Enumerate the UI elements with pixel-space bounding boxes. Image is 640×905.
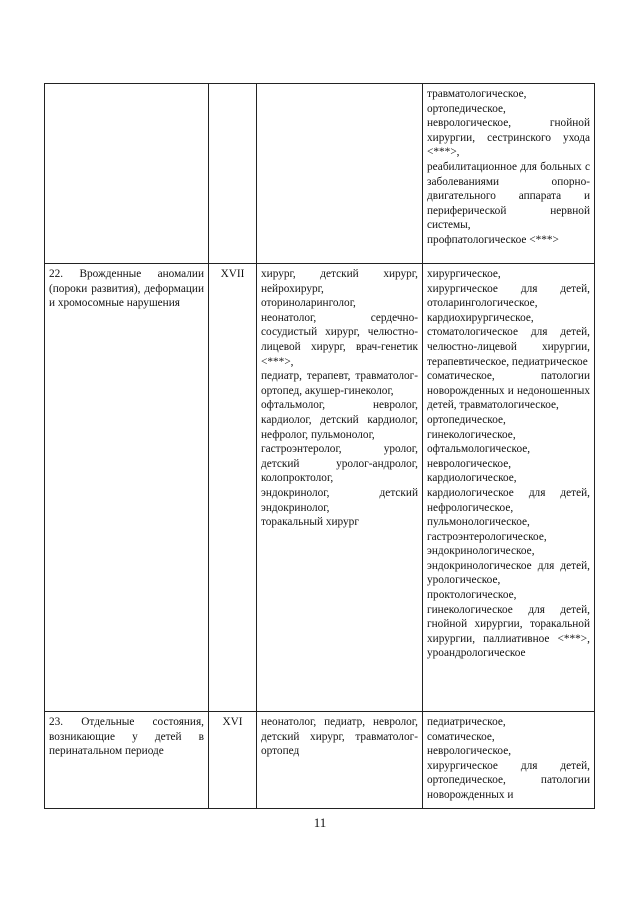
specialists-cell: хирург, детский хирург, нейрохирург, оториноларинголог, неонатолог, сердечно-сосудистый хирург, челюстно-лицевой хирург, врач-генетик <***>, педиатр, терапевт, травматолог-ортопед, акушер-гинеколог, офтальмолог, невролог, кардиолог, детский кардиолог, нефролог, пульмонолог, гастроэнтеролог, уролог, детский уролог-андролог, колопроктолог, эндокринолог, детский эндокринолог, торакальный хирург [257, 264, 423, 712]
profiles-cell: хирургическое, хирургическое для детей, отоларингологическое, кардиохирургическое, стоматологическое для детей, челюстно-лицевой хирургии, терапевтическое, педиатрическое соматическое, патологии новорожденных и недоношенных детей, травматологическое, ортопедическое, гинекологическое, офтальмологическое, неврологическое, кардиологическое, кардиологическое для детей, нефрологическое, пульмонологическое, гастроэнтерологическое, эндокринологическое, эндокринологическое для детей, урологическое, проктологическое, гинекологическое для детей, гнойной хирургии, торакальной хирургии, паллиативное <***>, уроандрологическое [423, 264, 595, 712]
condition-cell: 22. Врожденные аномалии (пороки развития), деформации и хромосомные нарушения [45, 264, 209, 712]
profiles-cell: травматологическое, ортопедическое, неврологическое, гнойной хирургии, сестринского ухода <***>, реабилитационное для больных с заболеваниями опорно-двигательного аппарата и периферической нервной системы, профпатологическое <***> [423, 84, 595, 264]
table-row [45, 84, 595, 264]
code-cell [209, 84, 257, 264]
condition-cell: 23. Отдельные состояния, возникающие у детей в перинатальном периоде [45, 712, 209, 809]
page-number: 11 [313, 815, 327, 830]
profiles-cell: педиатрическое, соматическое, неврологическое, хирургическое для детей, ортопедическое, патологии новорожденных и [423, 712, 595, 809]
medical-profiles-table [44, 83, 595, 809]
table-row [45, 712, 595, 809]
table-row [45, 264, 595, 712]
specialists-cell [257, 84, 423, 264]
specialists-cell: неонатолог, педиатр, невролог, детский хирург, травматолог-ортопед [257, 712, 423, 809]
code-cell: XVI [209, 712, 257, 809]
condition-cell [45, 84, 209, 264]
code-cell: XVII [209, 264, 257, 712]
